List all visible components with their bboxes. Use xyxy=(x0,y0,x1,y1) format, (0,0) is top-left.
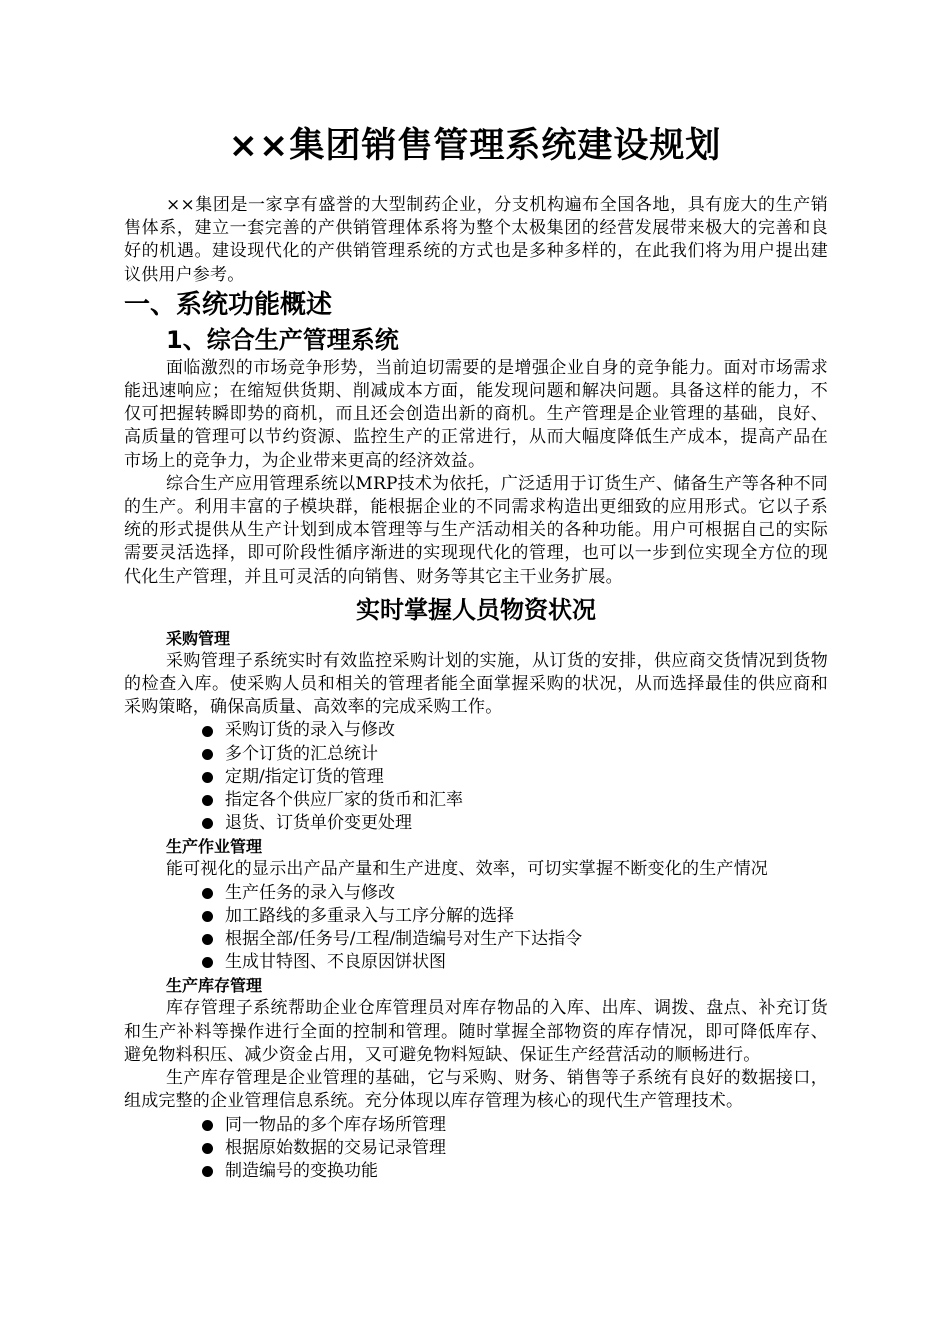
production-operation-label: 生产作业管理 xyxy=(166,837,263,857)
production-system-paragraph-2: 综合生产应用管理系统以MRP技术为依托，广泛适用于订货生产、储备生产等各种不同的生产。利用丰富的子模块群，能根据企业的不同需求构造出更细致的应用形式。它以子系统的形式提供从生产计划到成本管理等与生产活动相关的各种功能。用户可根据自己的实际需要灵活选择，即可阶段性循序渐进的实现现代化的管理，也可以一步到位实现全方位的现代化生产管理，并且可灵活的向销售、财务等其它主干业务扩展。 xyxy=(124,473,828,587)
list-item-text: 生产任务的录入与修改 xyxy=(225,882,395,903)
list-item xyxy=(202,928,828,951)
bullet-icon xyxy=(202,911,213,922)
inventory-management-label: 生产库存管理 xyxy=(166,976,263,996)
list-item-text: 根据全部/任务号/工程/制造编号对生产下达指令 xyxy=(225,929,583,950)
bullet-icon xyxy=(202,1166,213,1177)
list-item xyxy=(202,882,828,905)
list-item-text: 加工路线的多重录入与工序分解的选择 xyxy=(225,905,514,926)
production-feature-list xyxy=(124,882,828,975)
inventory-management-paragraph-2: 生产库存管理是企业管理的基础，它与采购、财务、销售等子系统有良好的数据接口，组成完整的企业管理信息系统。充分体现以库存管理为核心的现代生产管理技术。 xyxy=(124,1068,828,1112)
purchase-feature-list xyxy=(124,719,828,835)
production-system-paragraph-1: 面临激烈的市场竞争形势，当前迫切需要的是增强企业自身的竞争能力。面对市场需求能迅速响应；在缩短供货期、削减成本方面，能发现问题和解决问题。具备这样的能力，不仅可把握转瞬即势的商机，而且还会创造出新的商机。生产管理是企业管理的基础，良好、高质量的管理可以节约资源、监控生产的正常进行，从而大幅度降低生产成本，提高产品在市场上的竞争力，为企业带来更高的经济效益。 xyxy=(124,357,828,471)
list-item xyxy=(202,789,828,812)
list-item xyxy=(202,1160,828,1183)
bullet-icon xyxy=(202,818,213,829)
bullet-icon xyxy=(202,772,213,783)
intro-paragraph: ××集团是一家享有盛誉的大型制药企业，分支机构遍布全国各地，具有庞大的生产销售体系，建立一套完善的产供销管理体系将为整个太极集团的经营发展带来极大的完善和良好的机遇。建设现代化的产供销管理系统的方式也是多种多样的，在此我们将为用户提出建议供用户参考。 xyxy=(124,195,828,285)
list-item xyxy=(202,812,828,835)
list-item xyxy=(202,743,828,766)
subsection-heading-production-system: 1、综合生产管理系统 xyxy=(166,325,399,354)
bullet-icon xyxy=(202,726,213,737)
list-item-text: 制造编号的变换功能 xyxy=(225,1160,378,1181)
list-item-text: 多个订货的汇总统计 xyxy=(225,743,378,764)
list-item xyxy=(202,951,828,974)
list-item xyxy=(202,1137,828,1160)
bullet-icon xyxy=(202,1143,213,1154)
list-item-text: 指定各个供应厂家的货币和汇率 xyxy=(225,790,463,811)
bullet-icon xyxy=(202,888,213,899)
purchase-management-label: 采购管理 xyxy=(166,628,231,648)
bullet-icon xyxy=(202,1120,213,1131)
inventory-management-paragraph-1: 库存管理子系统帮助企业仓库管理员对库存物品的入库、出库、调拨、盘点、补充订货和生产补料等操作进行全面的控制和管理。随时掌握全部物资的库存情况，即可降低库存、避免物料积压、减少资金占用，又可避免物料短缺、保证生产经营活动的顺畅进行。 xyxy=(124,998,828,1065)
document-body xyxy=(124,194,828,1183)
list-item xyxy=(202,719,828,742)
list-item-text: 退货、订货单价变更处理 xyxy=(225,813,412,834)
list-item-text: 定期/指定订货的管理 xyxy=(225,766,384,787)
list-item xyxy=(202,1114,828,1137)
list-item-text: 生成甘特图、不良原因饼状图 xyxy=(225,952,446,973)
document-title: ××集团销售管理系统建设规划 xyxy=(228,126,722,166)
bullet-icon xyxy=(202,749,213,760)
bullet-icon xyxy=(202,934,213,945)
inventory-feature-list xyxy=(124,1114,828,1184)
bullet-icon xyxy=(202,795,213,806)
bullet-icon xyxy=(202,957,213,968)
list-item-text: 采购订货的录入与修改 xyxy=(225,720,395,741)
production-operation-paragraph: 能可视化的显示出产品产量和生产进度、效率，可切实掌握不断变化的生产情况 xyxy=(166,859,768,880)
realtime-status-heading: 实时掌握人员物资状况 xyxy=(356,595,596,624)
purchase-management-paragraph: 采购管理子系统实时有效监控采购计划的实施，从订货的安排，供应商交货情况到货物的检查入库。使采购人员和相关的管理者能全面掌握采购的状况，从而选择最佳的供应商和采购策略，确保高质量、高效率的完成采购工作。 xyxy=(124,650,828,718)
list-item xyxy=(202,905,828,928)
section-heading-system-overview: 一、系统功能概述 xyxy=(124,289,333,320)
list-item-text: 同一物品的多个库存场所管理 xyxy=(225,1114,446,1135)
list-item-text: 根据原始数据的交易记录管理 xyxy=(225,1137,446,1158)
list-item xyxy=(202,766,828,789)
